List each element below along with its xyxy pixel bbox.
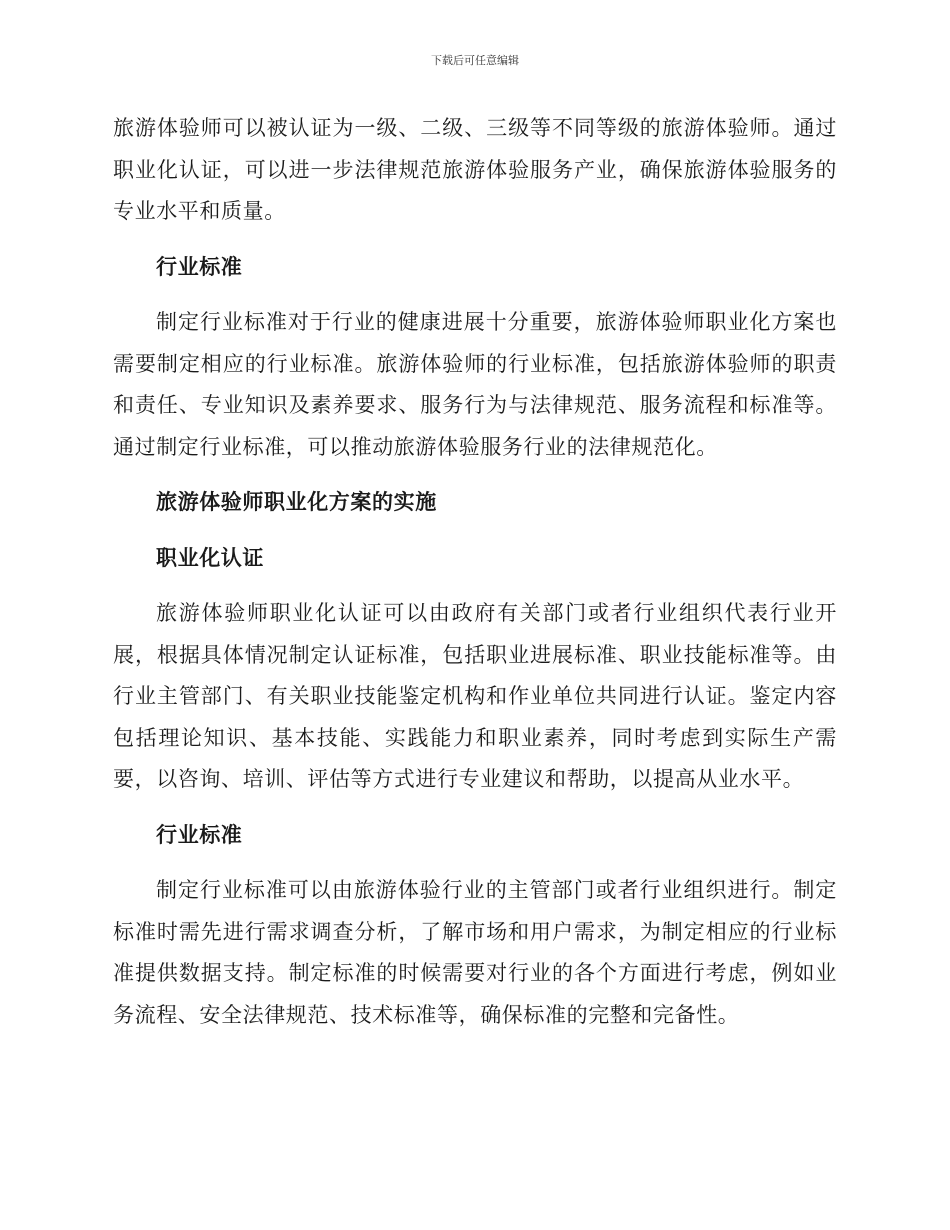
paragraph-industry-standards-2: 制定行业标准可以由旅游体验行业的主管部门或者行业组织进行。制定标准时需先进行需求调查分析，了解市场和用户需求，为制定相应的行业标准提供数据支持。制定标准的时候需要对行业的各个方面进行考虑，例如业务流程、安全法律规范、技术标准等，确保标准的完整和完备性。 <box>113 878 837 1027</box>
heading-implementation: 旅游体验师职业化方案的实施 <box>156 490 437 514</box>
heading-industry-standards: 行业标准 <box>156 254 243 279</box>
paragraph-industry-standards: 制定行业标准对于行业的健康进展十分重要，旅游体验师职业化方案也需要制定相应的行业标准。旅游体验师的行业标准，包括旅游体验师的职责和责任、专业知识及素养要求、服务行为与法律规范、服务流程和标准等。通过制定行业标准，可以推动旅游体验服务行业的法律规范化。 <box>113 310 837 459</box>
paragraph-certification-levels: 旅游体验师可以被认证为一级、二级、三级等不同等级的旅游体验师。通过职业化认证，可以进一步法律规范旅游体验服务产业，确保旅游体验服务的专业水平和质量。 <box>113 116 837 223</box>
document-body <box>113 108 837 1036</box>
header-note: 下载后可任意编辑 <box>431 54 519 67</box>
paragraph-professional-certification: 旅游体验师职业化认证可以由政府有关部门或者行业组织代表行业开展，根据具体情况制定认证标准，包括职业进展标准、职业技能标准等。由行业主管部门、有关职业技能鉴定机构和作业单位共同进行认证。鉴定内容包括理论知识、基本技能、实践能力和职业素养，同时考虑到实际生产需要，以咨询、培训、评估等方式进行专业建议和帮助，以提高从业水平。 <box>113 601 837 791</box>
heading-professional-certification: 职业化认证 <box>156 545 264 570</box>
heading-industry-standards-2: 行业标准 <box>156 822 243 847</box>
